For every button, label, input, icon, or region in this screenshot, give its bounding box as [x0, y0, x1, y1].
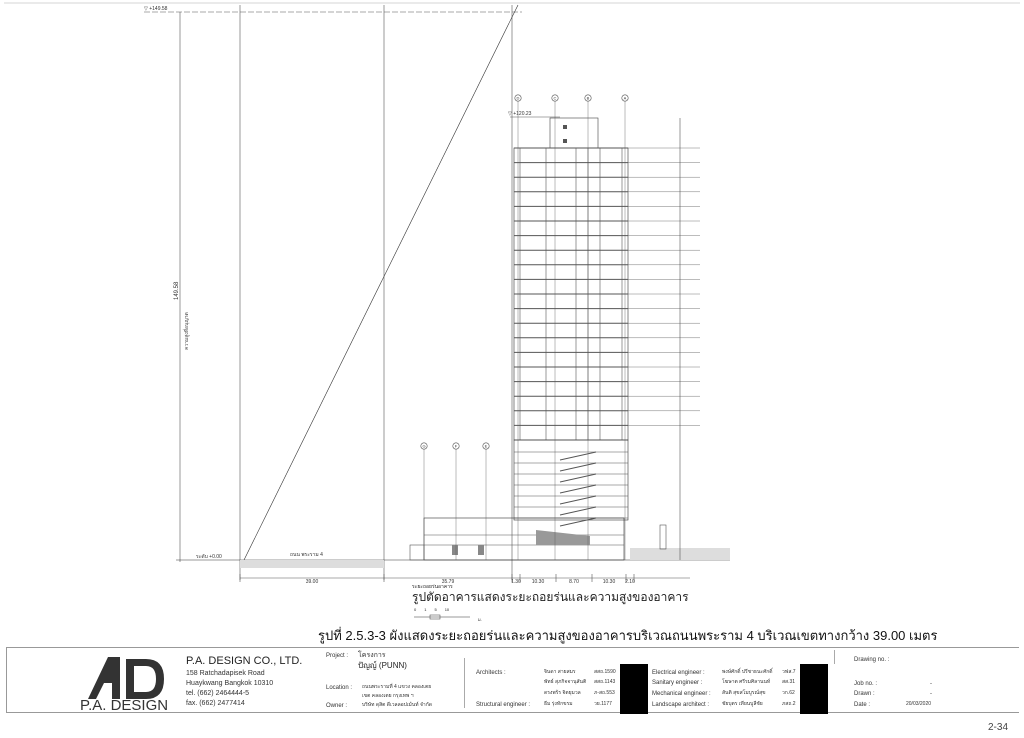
mechanical-label: Mechanical engineer :	[652, 691, 711, 697]
redaction-box	[800, 664, 828, 714]
scale-tick: 10	[444, 607, 450, 612]
landscape-name: ชัยบุตร เทียนบูลีชัย	[722, 701, 763, 707]
job-no: -	[930, 681, 932, 687]
architect-name: จินดา สายสมร	[544, 669, 576, 675]
ground-level-text: ระดับ +0.00	[196, 554, 222, 560]
sanitary-name: โฆษาต ศรีรมศิลานนท์	[722, 679, 771, 685]
owner-value: บริษัท ดุสิต ดีเวลลอปเม้นท์ จำกัด	[362, 702, 432, 708]
company-name: P.A. DESIGN CO., LTD.	[186, 655, 303, 667]
dimension-label: 1.30	[511, 579, 521, 585]
landscape-license: ภสถ.2	[782, 701, 796, 707]
redaction-box	[620, 664, 648, 714]
electrical-label: Electrical engineer :	[652, 670, 705, 676]
location-line2: เขต คลองเตย กรุงเทพ ฯ	[362, 693, 414, 699]
date-label: Date :	[854, 702, 871, 708]
grid-label: E	[484, 443, 488, 449]
company-address2: Huaykwang Bangkok 10310	[186, 680, 274, 687]
company-fax: fax. (662) 2477414	[186, 700, 245, 707]
parking-ramp	[560, 518, 596, 526]
project-label: Project :	[326, 653, 349, 659]
location-label: Location :	[326, 685, 353, 691]
svg-text:ความสูงที่อนุญาต: ความสูงที่อนุญาต	[184, 312, 190, 350]
roof-level-text: ▽ +120.23	[508, 111, 532, 117]
date-value: 20/03/2020	[906, 701, 932, 707]
grid-label: G	[422, 443, 426, 449]
structural-label: Structural engineer :	[476, 702, 531, 708]
mechanical-license: วก.62	[782, 690, 795, 696]
structural-license: วย.1177	[594, 701, 612, 707]
architect-license: สสถ.1143	[594, 679, 616, 685]
drawn-value: -	[930, 691, 932, 697]
scale-unit: ม.	[478, 617, 482, 622]
sanitary-label: Sanitary engineer :	[652, 680, 703, 686]
grid-label: A	[623, 95, 627, 101]
mechanical-name: สันติ สุขสโมบูรณ์สุข	[722, 690, 766, 696]
project-line1: โครงการ	[358, 652, 386, 659]
height-limit-diagonal	[244, 5, 518, 560]
grid-label: C	[553, 95, 557, 101]
parking-ramp	[560, 463, 596, 471]
road-label: ถนน พระราม 4	[290, 552, 323, 558]
dimension-label: 10.30	[602, 579, 616, 585]
landscape-label: Landscape architect :	[652, 702, 710, 708]
dimension-label: 8.70	[569, 579, 579, 585]
height-dimension: 149.58	[174, 281, 180, 300]
architect-license: ภ-สถ.553	[594, 690, 615, 696]
drawing-no-label: Drawing no. :	[854, 657, 890, 663]
company-address1: 158 Ratchadapisek Road	[186, 670, 265, 677]
logo-name: P.A. DESIGN	[80, 697, 169, 714]
architects-label: Architects :	[476, 670, 506, 676]
grid-label: D	[516, 95, 520, 101]
top-level-text: ▽ +149.58	[144, 6, 168, 12]
parking-ramp	[560, 485, 596, 493]
grid-label: F	[454, 443, 458, 449]
section-title: รูปตัดอาคารแสดงระยะถอยร่นและความสูงของอาคาร	[412, 590, 689, 604]
job-no-label: Job no. :	[854, 681, 878, 687]
scale-tick: 5	[434, 607, 437, 612]
electrical-name: พงษ์ศักดิ์ ปรีชาธนะศักดิ์	[722, 669, 773, 675]
dimension-label: 2.10	[625, 579, 635, 585]
parking-ramp	[560, 452, 596, 460]
tower-roof	[550, 118, 598, 148]
architect-name: พัทธ์ สุภกิจจานุสันติ	[544, 679, 587, 685]
page-number: 2-34	[988, 722, 1009, 733]
scale-tick: 1	[424, 607, 427, 612]
owner-label: Owner :	[326, 703, 348, 709]
parking-ramp	[560, 496, 596, 504]
dimension-label: 10.30	[531, 579, 545, 585]
architect-license: สสถ.1590	[594, 669, 616, 675]
grid-label: B	[586, 95, 590, 101]
parking-ramp	[560, 507, 596, 515]
company-tel: tel. (662) 2464444-5	[186, 690, 250, 697]
parking-ramp	[560, 474, 596, 482]
architect-name: ดรงพร้ร จิตยุมวล	[544, 690, 581, 696]
project-name: ปัญญ์ (PUNN)	[358, 661, 407, 670]
drawn-label: Drawn :	[854, 691, 875, 697]
figure-caption: รูปที่ 2.5.3-3 ผังแสดงระยะถอยร่นและความสูงของอาคารบริเวณถนนพระราม 4 บริเวณเขตทางกว้าง 39.00 เมตร	[318, 628, 938, 643]
dimension-label: 39.00	[305, 579, 319, 585]
location-line1: ถนนพระรามที่ 4 แขวง คลองเตย	[362, 684, 432, 690]
section-subtitle: ระยะถอยร่นอาคาร	[412, 584, 453, 590]
sanitary-license: สส.31	[782, 679, 796, 685]
scale-tick: 0	[414, 607, 417, 612]
dimension-label: 35.79	[441, 579, 455, 585]
electrical-license: วฟส.7	[782, 669, 796, 675]
scale-ticks	[414, 608, 474, 612]
company-logo	[86, 655, 166, 701]
structural-name: ธีม รุ่งทักขรม	[544, 701, 573, 707]
